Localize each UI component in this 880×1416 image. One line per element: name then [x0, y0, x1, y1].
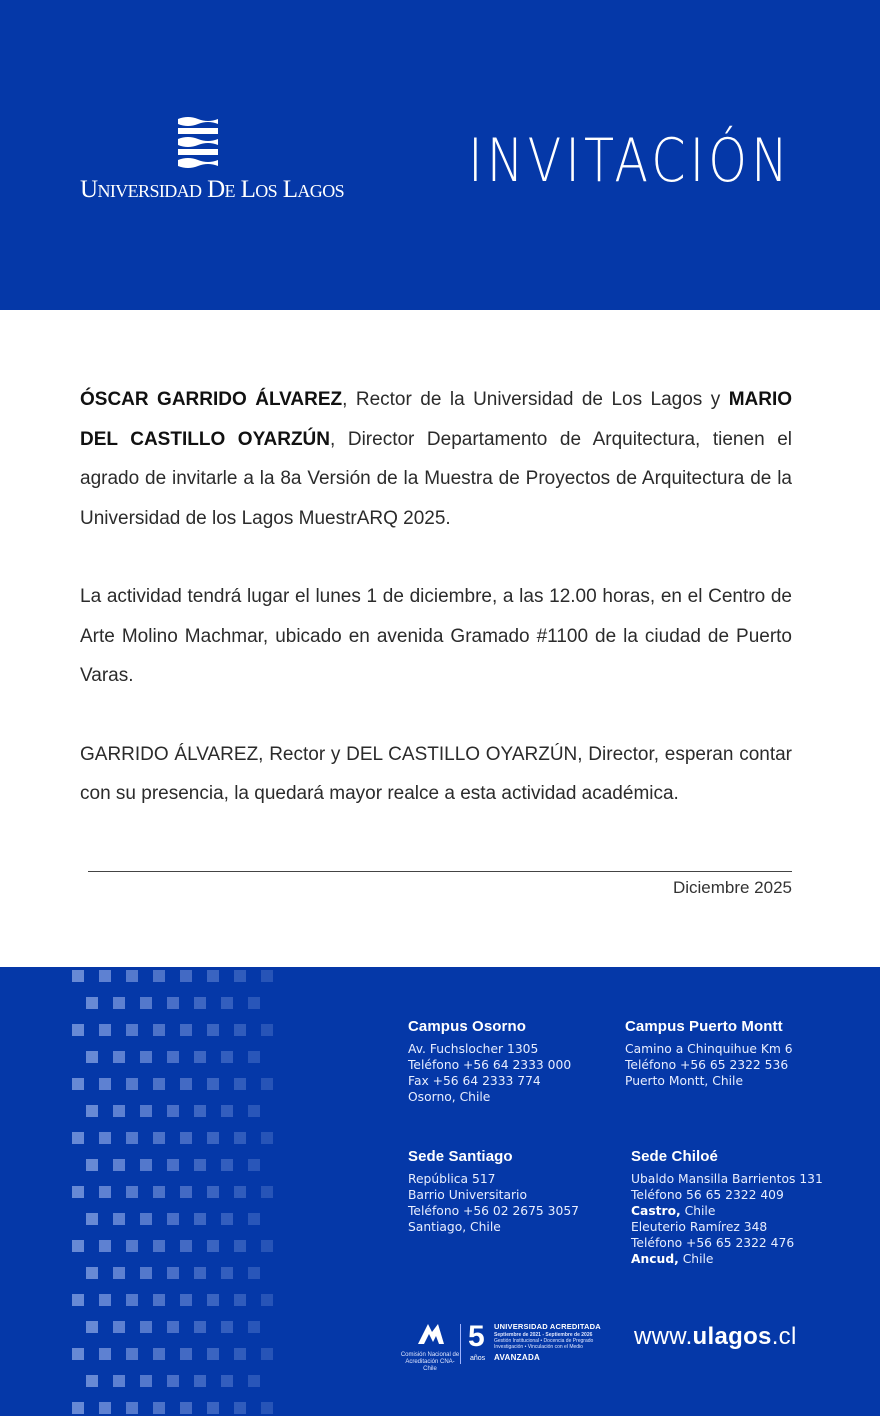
grid-square [167, 1321, 179, 1333]
grid-square [72, 970, 84, 982]
address-line: Ubaldo Mansilla Barrientos 131 [631, 1172, 823, 1186]
grid-square [207, 1024, 219, 1036]
accreditation-heading: UNIVERSIDAD ACREDITADA [494, 1322, 601, 1331]
grid-square [194, 1159, 206, 1171]
grid-square [234, 970, 246, 982]
campus-puerto-montt-title: Campus Puerto Montt [625, 1018, 783, 1035]
grid-square [153, 1294, 165, 1306]
grid-square [207, 1240, 219, 1252]
grid-square [207, 1078, 219, 1090]
grid-square [194, 997, 206, 1009]
grid-square [86, 1267, 98, 1279]
address-line: Camino a Chinquihue Km 6 [625, 1042, 793, 1056]
grid-square [180, 1186, 192, 1198]
address-line-2: Eleuterio Ramírez 348 [631, 1220, 768, 1234]
phone-line: Teléfono +56 02 2675 3057 [408, 1204, 579, 1218]
grid-square [113, 1267, 125, 1279]
grid-square [261, 1240, 273, 1252]
grid-square [221, 997, 233, 1009]
accreditation-badge [400, 1322, 610, 1372]
grid-square [180, 970, 192, 982]
ancud-country: Chile [678, 1252, 714, 1266]
grid-square [72, 1132, 84, 1144]
grid-square [140, 997, 152, 1009]
years-label: años [470, 1355, 486, 1362]
grid-square [234, 1348, 246, 1360]
district-line: Barrio Universitario [408, 1188, 527, 1202]
grid-square [113, 1321, 125, 1333]
cna-logo-icon [416, 1322, 446, 1346]
grid-square [234, 1294, 246, 1306]
grid-square [72, 1402, 84, 1414]
city-line-ancud [631, 1251, 823, 1267]
grid-square [234, 1186, 246, 1198]
director-name: MARIO DEL CASTILLO OYARZÚN [80, 389, 793, 450]
paragraph-2: La actividad tendrá lugar el lunes 1 de diciembre, a las 12.00 horas, en el Centro de Arte Molino Machmar, ubicado en avenida Gramado #1100 de la ciudad de Puerto Varas. [80, 586, 792, 686]
grid-square [113, 1375, 125, 1387]
sede-santiago-title: Sede Santiago [408, 1148, 513, 1165]
grid-square [248, 997, 260, 1009]
grid-square [86, 1051, 98, 1063]
campus-osorno-title: Campus Osorno [408, 1018, 526, 1035]
phone-line: Teléfono 56 65 2322 409 [631, 1188, 784, 1202]
campus-osorno [408, 1018, 571, 1105]
grid-square [72, 1186, 84, 1198]
grid-square [261, 1294, 273, 1306]
accreditation-details [494, 1332, 593, 1350]
campus-puerto-montt [625, 1018, 793, 1089]
cna-text: Comisión Nacional de Acreditación CNA-Chile [400, 1352, 460, 1372]
grid-square [221, 1321, 233, 1333]
grid-square [86, 1105, 98, 1117]
grid-square [248, 1105, 260, 1117]
grid-square [126, 1186, 138, 1198]
paragraph-1-text-b: , Director Departamento de Arquitectura, tienen el agrado de invitarle a la 8a Versión de la Muestra de Proyectos de Arquitectura de la Universidad de los Lagos MuestrARQ 2025. [80, 428, 792, 529]
grid-square [99, 1132, 111, 1144]
grid-square [167, 1105, 179, 1117]
grid-square [167, 997, 179, 1009]
grid-square [180, 1024, 192, 1036]
grid-square [153, 1186, 165, 1198]
grid-square [126, 1348, 138, 1360]
paragraph-3: GARRIDO ÁLVAREZ, Rector y DEL CASTILLO OYARZÚN, Director, esperan contar con su presencia, la quedará mayor realce a esta actividad académica. [80, 743, 792, 804]
grid-square [99, 1402, 111, 1414]
website-prefix: www. [634, 1323, 693, 1350]
grid-square [234, 1024, 246, 1036]
grid-square [153, 1402, 165, 1414]
date-text: Diciembre 2025 [672, 878, 792, 897]
castro-country: Chile [680, 1204, 716, 1218]
ancud-label: Ancud, [631, 1252, 679, 1266]
grid-square [140, 1267, 152, 1279]
city-line-castro [631, 1203, 823, 1219]
grid-square [140, 1051, 152, 1063]
footer-banner [0, 967, 880, 1416]
accreditation-years: 5 [468, 1320, 485, 1353]
grid-square [221, 1375, 233, 1387]
rector-name: ÓSCAR GARRIDO ÁLVAREZ [80, 389, 343, 410]
grid-square [234, 1402, 246, 1414]
grid-square [126, 1078, 138, 1090]
grid-square [194, 1321, 206, 1333]
grid-square [261, 1024, 273, 1036]
page-title: INVITACIÓN [468, 126, 792, 196]
grid-square [261, 1348, 273, 1360]
invitation-body [80, 380, 792, 853]
grid-square [221, 1051, 233, 1063]
grid-square [99, 1024, 111, 1036]
grid-square [248, 1267, 260, 1279]
grid-square [153, 1348, 165, 1360]
website-domain: ulagos [692, 1323, 772, 1350]
paragraph-1-text-a: , Rector de la Universidad de Los Lagos y [342, 389, 729, 410]
grid-square [72, 1240, 84, 1252]
grid-square [113, 1159, 125, 1171]
grid-square [207, 1348, 219, 1360]
city-line: Santiago, Chile [408, 1220, 501, 1234]
grid-square [153, 1024, 165, 1036]
grid-square [261, 1132, 273, 1144]
grid-square [221, 1213, 233, 1225]
phone-line: Teléfono +56 64 2333 000 [408, 1058, 572, 1072]
grid-square [167, 1375, 179, 1387]
grid-square [180, 1078, 192, 1090]
grid-square [153, 1132, 165, 1144]
grid-square [86, 1159, 98, 1171]
address-line: Av. Fuchslocher 1305 [408, 1042, 539, 1056]
city-line: Puerto Montt, Chile [625, 1074, 744, 1088]
grid-square [234, 1078, 246, 1090]
grid-square [261, 970, 273, 982]
address-line: República 517 [408, 1172, 496, 1186]
grid-square [113, 1105, 125, 1117]
accreditation-period: Septiembre de 2021 - Septiembre de 2026 [494, 1332, 593, 1338]
grid-square [113, 1213, 125, 1225]
grid-square [86, 1213, 98, 1225]
waves-logo-icon [174, 114, 222, 168]
grid-square [248, 1159, 260, 1171]
grid-square [126, 1024, 138, 1036]
grid-square [167, 1267, 179, 1279]
accreditation-level: AVANZADA [494, 1353, 541, 1362]
grid-square [261, 1402, 273, 1414]
city-line: Osorno, Chile [408, 1090, 491, 1104]
grid-square [126, 1402, 138, 1414]
grid-square [194, 1375, 206, 1387]
grid-square [180, 1294, 192, 1306]
grid-square [126, 970, 138, 982]
grid-square [248, 1051, 260, 1063]
grid-square [180, 1240, 192, 1252]
grid-square [207, 970, 219, 982]
grid-square [167, 1159, 179, 1171]
grid-square [167, 1213, 179, 1225]
sede-chiloe [631, 1148, 823, 1267]
grid-square [140, 1159, 152, 1171]
fax-line: Fax +56 64 2333 774 [408, 1074, 541, 1088]
grid-square [180, 1402, 192, 1414]
sede-santiago [408, 1148, 579, 1235]
badge-separator [460, 1324, 461, 1364]
pattern-grid-decoration [0, 967, 300, 1416]
grid-square [86, 997, 98, 1009]
grid-square [99, 1078, 111, 1090]
grid-square [86, 1375, 98, 1387]
grid-square [207, 1186, 219, 1198]
header-banner [0, 0, 880, 310]
grid-square [221, 1105, 233, 1117]
grid-square [180, 1348, 192, 1360]
grid-square [221, 1267, 233, 1279]
grid-square [248, 1321, 260, 1333]
accreditation-areas-2: Investigación • Vinculación con el Medio [494, 1344, 583, 1350]
grid-square [234, 1132, 246, 1144]
castro-label: Castro, [631, 1204, 681, 1218]
grid-square [113, 997, 125, 1009]
grid-square [99, 1240, 111, 1252]
grid-square [234, 1240, 246, 1252]
paragraph-1 [80, 380, 792, 538]
phone-line: Teléfono +56 65 2322 536 [625, 1058, 789, 1072]
grid-square [72, 1348, 84, 1360]
grid-square [140, 1321, 152, 1333]
website-link[interactable] [634, 1323, 797, 1351]
grid-square [72, 1078, 84, 1090]
grid-square [99, 1348, 111, 1360]
grid-square [207, 1402, 219, 1414]
grid-square [99, 1294, 111, 1306]
phone-line-2: Teléfono +56 65 2322 476 [631, 1236, 795, 1250]
grid-square [261, 1186, 273, 1198]
grid-square [194, 1213, 206, 1225]
grid-square [99, 1186, 111, 1198]
grid-square [261, 1078, 273, 1090]
grid-square [113, 1051, 125, 1063]
grid-square [140, 1105, 152, 1117]
grid-square [140, 1213, 152, 1225]
grid-square [126, 1132, 138, 1144]
grid-square [248, 1213, 260, 1225]
sede-chiloe-title: Sede Chiloé [631, 1148, 718, 1165]
grid-square [207, 1132, 219, 1144]
grid-square [221, 1159, 233, 1171]
grid-square [180, 1132, 192, 1144]
accreditation-areas-1: Gestión Institucional • Docencia de Pregrado [494, 1338, 594, 1344]
grid-square [72, 1294, 84, 1306]
grid-square [194, 1051, 206, 1063]
divider-line [88, 871, 792, 872]
grid-square [167, 1051, 179, 1063]
grid-square [207, 1294, 219, 1306]
grid-square [72, 1024, 84, 1036]
grid-square [194, 1267, 206, 1279]
grid-square [126, 1294, 138, 1306]
grid-square [140, 1375, 152, 1387]
university-logo-text: Universidad De Los Lagos [80, 176, 345, 203]
grid-square [153, 970, 165, 982]
grid-square [248, 1375, 260, 1387]
grid-square [194, 1105, 206, 1117]
grid-square [126, 1240, 138, 1252]
grid-square [153, 1078, 165, 1090]
grid-square [153, 1240, 165, 1252]
website-suffix: .cl [771, 1323, 797, 1350]
grid-square [86, 1321, 98, 1333]
grid-square [99, 970, 111, 982]
